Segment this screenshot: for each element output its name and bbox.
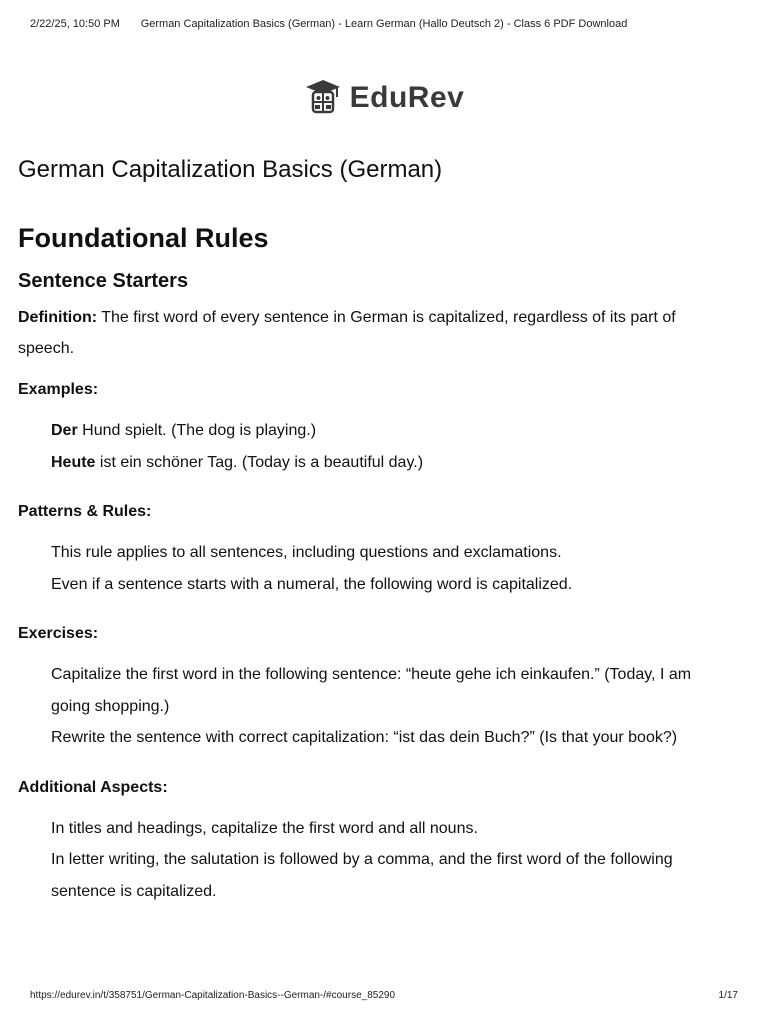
edurev-logo[interactable] [0, 78, 768, 118]
page-url[interactable]: https://edurev.in/t/358751/German-Capitalization-Basics--German-/#course_85290 [30, 990, 395, 1001]
page-number: 1/17 [718, 990, 738, 1001]
list-item [51, 447, 728, 479]
list-item: In letter writing, the salutation is followed by a comma, and the first word of the following sentence is capitalized. [51, 851, 673, 900]
example-bold-word: Heute [51, 453, 96, 471]
section-heading: Foundational Rules [18, 223, 269, 253]
definition-label: Definition: [18, 309, 98, 326]
examples-label: Examples: [18, 381, 99, 398]
list-item: Even if a sentence starts with a numeral, the following word is capitalized. [51, 575, 573, 593]
definition-paragraph [18, 302, 728, 364]
exercises-label: Exercises: [18, 625, 99, 642]
document-title: German Capitalization Basics (German) [18, 156, 443, 183]
example-bold-word: Der [51, 422, 78, 439]
print-datetime: 2/22/25, 10:50 PM [30, 18, 120, 30]
subsection-heading: Sentence Starters [18, 270, 189, 292]
definition-text: The first word of every sentence in German is capitalized, regardless of its part of speech. [18, 309, 676, 357]
document-content [18, 150, 728, 925]
print-page-title: German Capitalization Basics (German) - Learn German (Hallo Deutsch 2) - Class 6 PDF Download [140, 18, 628, 30]
edurev-mascot-icon [304, 78, 342, 119]
example-text: Hund spielt. (The dog is playing.) [77, 422, 317, 439]
logo-text: EduRev [349, 81, 465, 114]
additional-aspects-label: Additional Aspects: [18, 778, 168, 796]
list-item: Capitalize the first word in the following sentence: “heute gehe ich einkaufen.” (Today, I am going shopping.) [51, 666, 692, 715]
list-item [51, 415, 728, 447]
patterns-label: Patterns & Rules: [18, 503, 152, 520]
patterns-list [18, 537, 728, 600]
list-item: This rule applies to all sentences, including questions and exclamations. [51, 544, 562, 561]
example-text: ist ein schöner Tag. (Today is a beautiful day.) [95, 453, 424, 471]
list-item: In titles and headings, capitalize the first word and all nouns. [51, 819, 478, 837]
print-footer [30, 990, 738, 1004]
examples-list [18, 415, 728, 478]
list-item: Rewrite the sentence with correct capitalization: “ist das dein Buch?” (Is that your book?) [51, 729, 678, 746]
print-header [30, 18, 738, 34]
exercises-list [18, 659, 728, 754]
additional-aspects-list [18, 813, 728, 908]
